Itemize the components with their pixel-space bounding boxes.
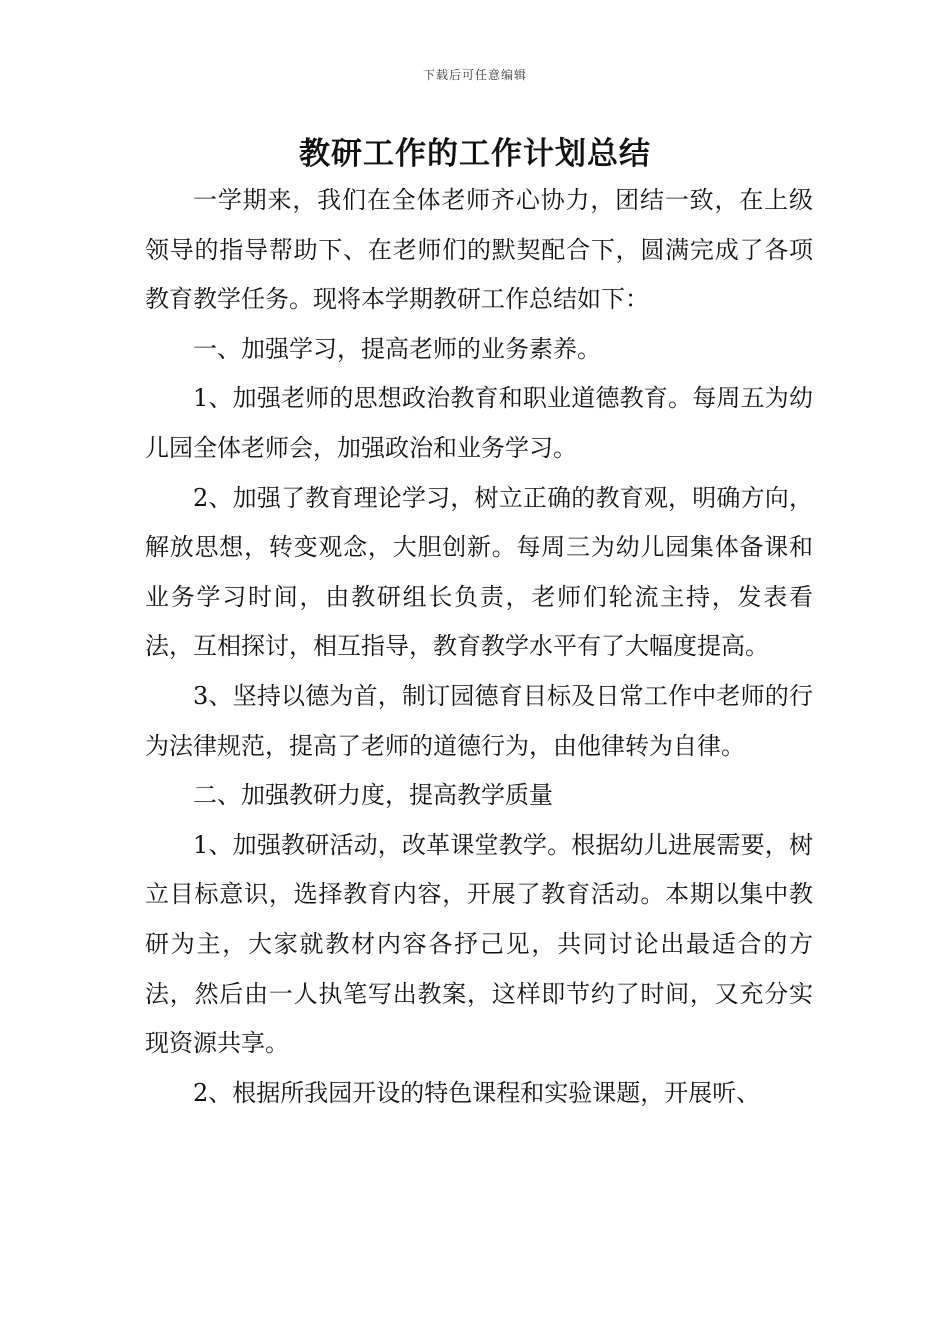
section-heading-2: 二、加强教研力度，提高教学质量: [193, 781, 553, 810]
section-heading-1: 一、加强学习，提高老师的业务素养。: [193, 334, 601, 363]
header-note: 下载后可任意编辑: [422, 68, 527, 82]
paragraph-2-1: 1、加强教研活动，改革课堂教学。根据幼儿进展需要，树立目标意识，选择教育内容，开展了教育活动。本期以集中教研为主，大家就教材内容各抒己见，共同讨论出最适合的方法，然后由一人执笔写出教案，这样即节约了时间，又充分实现资源共享。: [145, 830, 813, 1058]
paragraph-intro: 一学期来，我们在全体老师齐心协力，团结一致，在上级领导的指导帮助下、在老师们的默契配合下，圆满完成了各项教育教学任务。现将本学期教研工作总结如下：: [145, 186, 813, 314]
document-body: [145, 176, 813, 1118]
paragraph-1-3: 3、坚持以德为首，制订园德育目标及日常工作中老师的行为法律规范，提高了老师的道德行为，由他律转为自律。: [145, 681, 813, 760]
paragraph-1-1: 1、加强老师的思想政治教育和职业道德教育。每周五为幼儿园全体老师会，加强政治和业务学习。: [145, 384, 813, 462]
paragraph-1-2: 2、加强了教育理论学习，树立正确的教育观，明确方向，解放思想，转变观念，大胆创新。每周三为幼儿园集体备课和业务学习时间，由教研组长负责，老师们轮流主持，发表看法，互相探讨，相互指导，教育教学水平有了大幅度提高。: [145, 483, 813, 661]
document-title: 教研工作的工作计划总结: [299, 136, 651, 172]
paragraph-2-2: 2、根据所我园开设的特色课程和实验课题，开展听、: [193, 1078, 761, 1107]
